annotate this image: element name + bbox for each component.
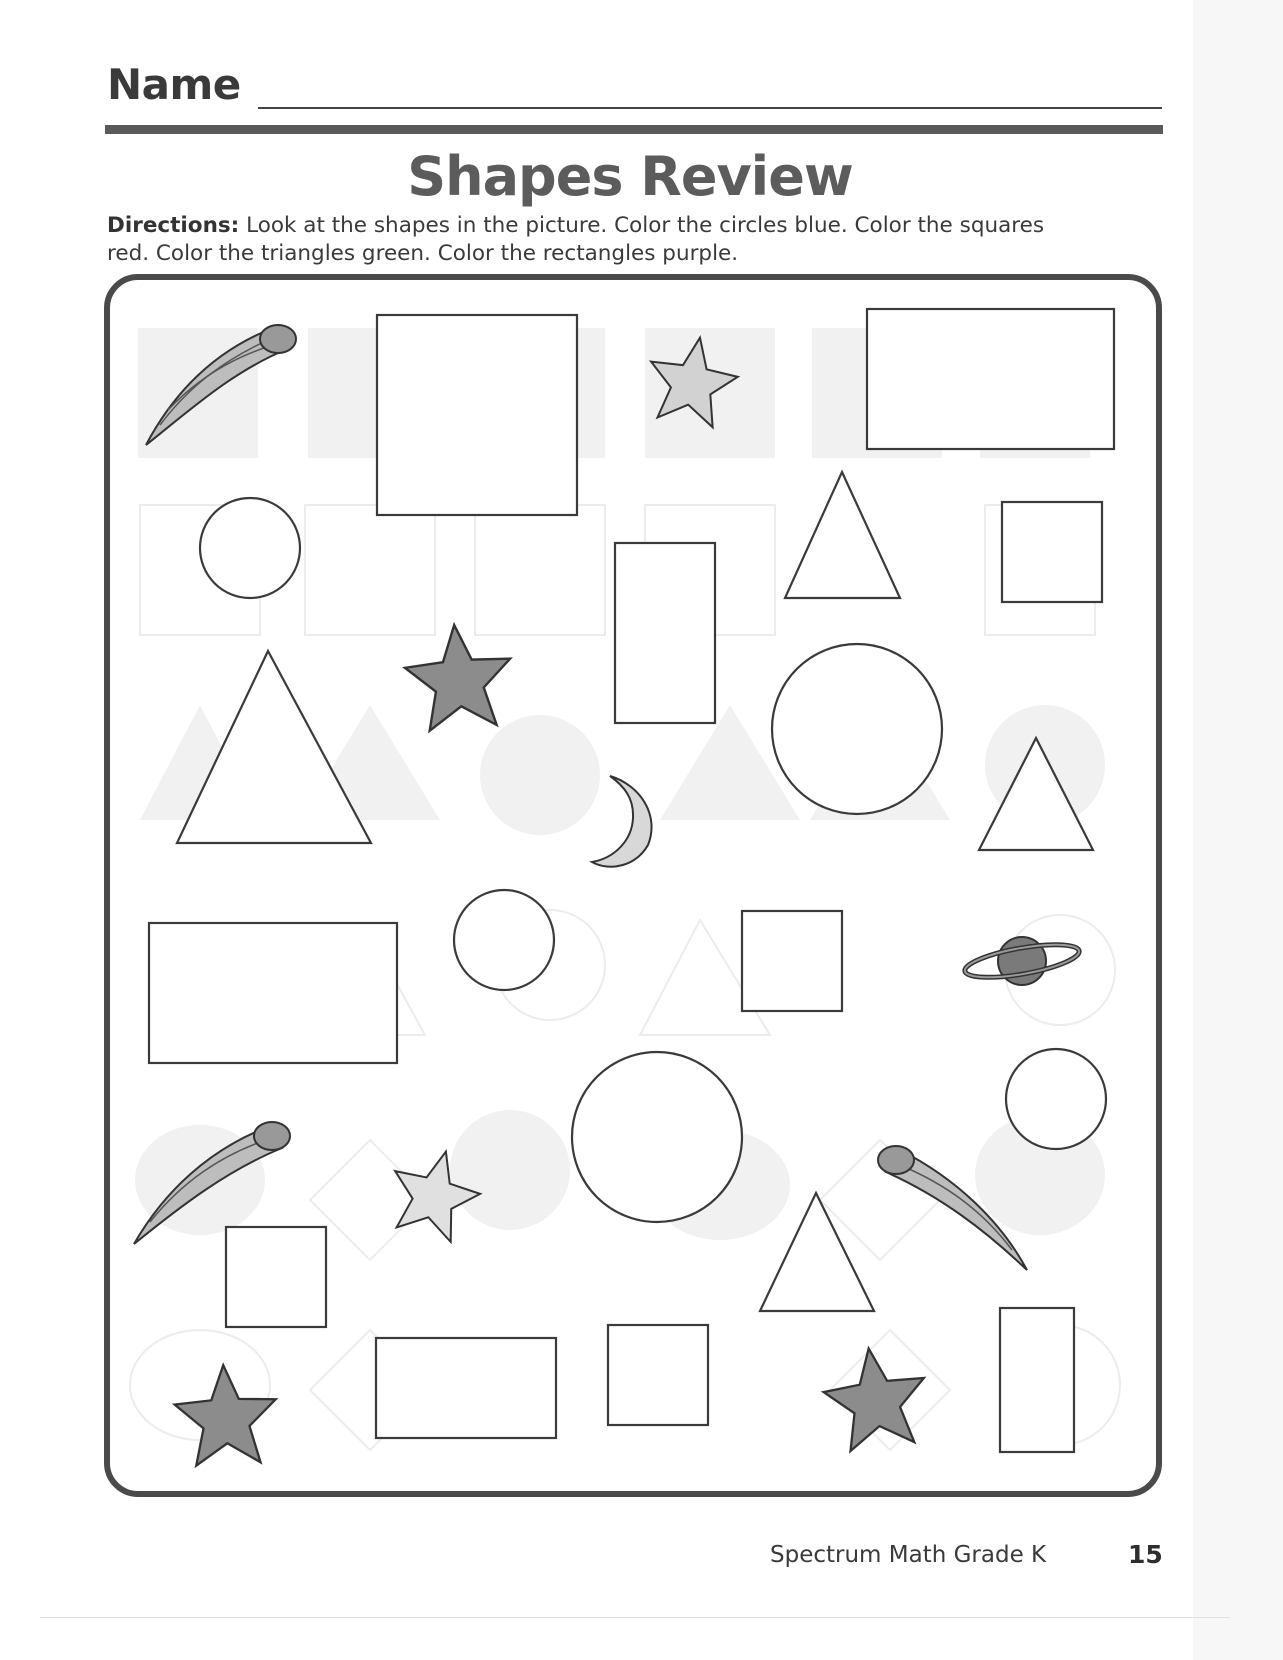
circle-right-lower[interactable] [1006, 1049, 1106, 1149]
circle-center-small[interactable] [454, 890, 554, 990]
circle-large-bottom[interactable] [572, 1052, 742, 1222]
circle-large-right[interactable] [772, 644, 942, 814]
footer-book-title: Spectrum Math Grade K [770, 1542, 1047, 1568]
star-icon [402, 620, 516, 732]
rectangle-wide-left[interactable] [149, 923, 397, 1063]
rectangle-bottom-left[interactable] [376, 1338, 556, 1438]
bottom-rule [40, 1617, 1230, 1618]
triangle-upper-right[interactable] [785, 472, 900, 598]
rectangle-top-right[interactable] [867, 309, 1114, 449]
star-icon [173, 1363, 279, 1467]
page-title: Shapes Review [407, 145, 853, 208]
directions-label: Directions: [107, 213, 240, 238]
page-number: 15 [1128, 1540, 1163, 1569]
rectangle-bottom-right[interactable] [1000, 1308, 1074, 1452]
directions-line-2: red. Color the triangles green. Color the rectangles purple. [107, 241, 739, 266]
name-label: Name [107, 60, 241, 109]
planet-icon [963, 937, 1082, 985]
moon-icon [592, 776, 652, 867]
directions-line-1: Look at the shapes in the picture. Color the circles blue. Color the squares [246, 213, 1045, 238]
square-right-upper[interactable] [1002, 502, 1102, 602]
circle-left-upper[interactable] [200, 498, 300, 598]
square-lower-left[interactable] [226, 1227, 326, 1327]
square-bottom-center[interactable] [608, 1325, 708, 1425]
rectangle-tall-center[interactable] [615, 543, 715, 723]
rectangle-top-left[interactable] [377, 315, 577, 515]
square-center[interactable] [742, 911, 842, 1011]
